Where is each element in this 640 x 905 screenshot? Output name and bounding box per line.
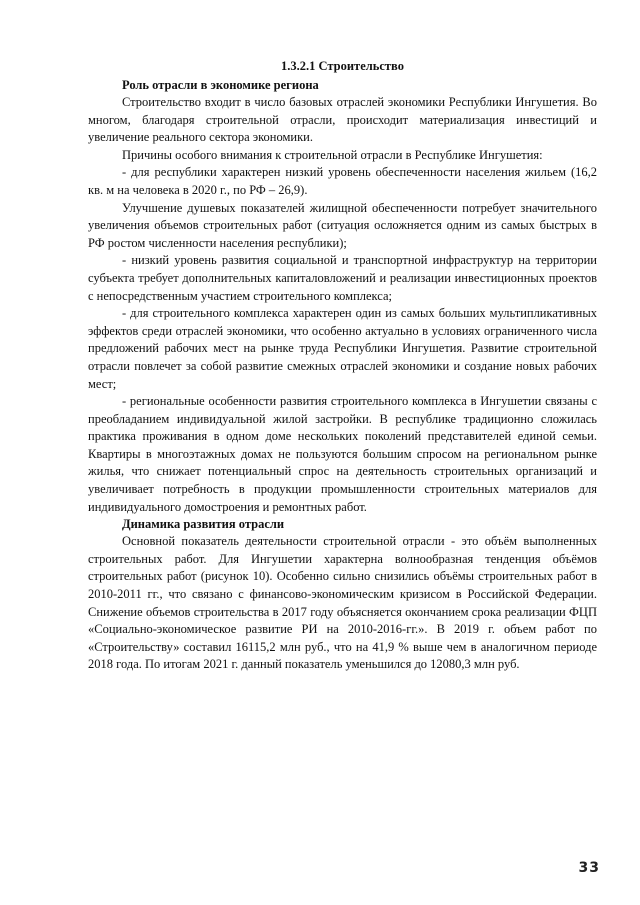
paragraph: Улучшение душевых показателей жилищной обеспеченности потребует значительного увеличения объемов строительных работ (ситуация осложняется одним из самых быстрых в РФ ростом численности населения республики);	[88, 200, 597, 250]
page-number: 33	[578, 860, 600, 876]
paragraph: - для республики характерен низкий уровень обеспеченности населения жильем (16,2 кв. м на человека в 2020 г., по РФ – 26,9).	[88, 165, 597, 197]
paragraph: - низкий уровень развития социальной и транспортной инфраструктур на территории субъекта требует дополнительных капиталовложений и реализации инвестиционных проектов с непосредственным участием строительного комплекса;	[88, 253, 597, 303]
section-title: 1.3.2.1 Строительство	[281, 59, 404, 73]
paragraph: Строительство входит в число базовых отраслей экономики Республики Ингушетия. Во многом, благодаря строительной отрасли, происходит материализация инвестиций и увеличение реального сектора экономики.	[88, 95, 597, 145]
document-page	[88, 58, 597, 674]
subheading-role: Роль отрасли в экономике региона	[122, 78, 319, 92]
paragraph: - региональные особенности развития строительного комплекса в Ингушетии связаны с преобладанием индивидуальной жилой застройки. В республике традиционно сложилась практика проживания в одном доме нескольких поколений представителей единой семьи. Квартиры в многоэтажных домах не пользуются большим спросом на региональном рынке жилья, что снижает потенциальный спрос на деятельность строительных организаций и увеличивает потребность в продукции промышленности строительных материалов для индивидуального домостроения и ремонтных работ.	[88, 394, 597, 514]
paragraph: - для строительного комплекса характерен один из самых больших мультипликативных эффектов среди отраслей экономики, что особенно актуально в условиях ограниченного числа предложений рабочих мест на рынке труда Республики Ингушетия. Развитие строительной отрасли повлечет за собой развитие смежных отраслей экономики и создание новых рабочих мест;	[88, 306, 597, 391]
paragraph: Основной показатель деятельности строительной отрасли - это объём выполненных строительных работ. Для Ингушетии характерна волнообразная тенденция объёмов строительных работ (рисунок 10). Особенно сильно снизились объёмы строительных работ в 2010-2011 гг., что связано с финансово-экономическим кризисом в Российской Федерации. Снижение объемов строительства в 2017 году объясняется окончанием срока реализации ФЦП «Социально-экономическое развитие РИ на 2010-2016-гг.». В 2019 г. объем работ по «Строительству» составил 16115,2 млн руб., что на 41,9 % выше чем в аналогичном периоде 2018 года. По итогам 2021 г. данный показатель уменьшился до 12080,3 млн руб.	[88, 534, 597, 672]
paragraph: Причины особого внимания к строительной отрасли в Республике Ингушетия:	[122, 147, 543, 162]
subheading-dynamics: Динамика развития отрасли	[122, 517, 285, 532]
